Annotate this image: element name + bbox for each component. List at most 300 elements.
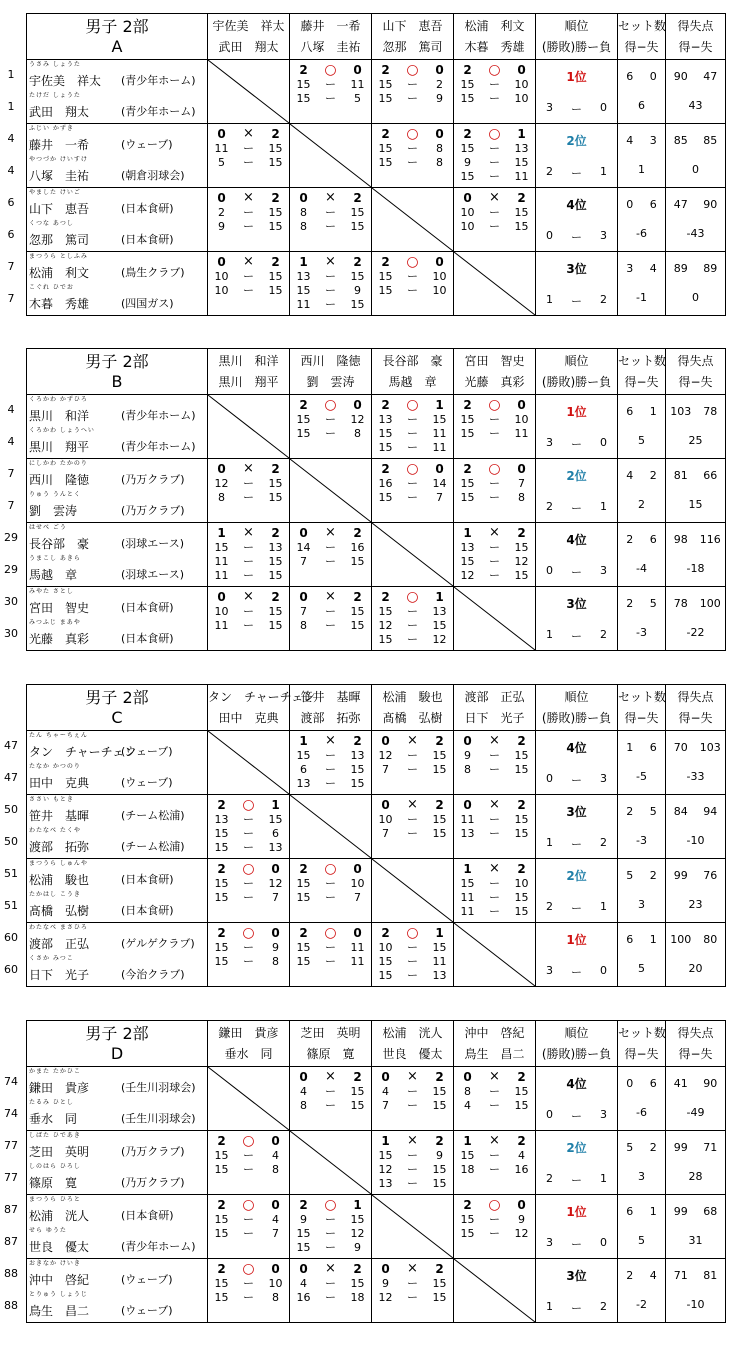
- set-score-dash: ー: [243, 841, 254, 854]
- set-score-own: 16: [296, 1291, 311, 1304]
- win-mark: ○: [406, 62, 419, 78]
- set-score-dash: ー: [243, 955, 254, 968]
- set-score-dash: ー: [489, 1213, 500, 1226]
- set-score: [290, 891, 371, 905]
- set-score-opp: 11: [350, 78, 365, 91]
- set-score-opp: 13: [432, 605, 447, 618]
- set-score-dash: ー: [325, 605, 336, 618]
- win-loss-dash: ー: [571, 502, 582, 515]
- set-score-own: 10: [460, 220, 475, 233]
- match-cell: [372, 731, 454, 795]
- points-diff: -43: [686, 227, 705, 240]
- rank-cell: [536, 459, 618, 523]
- set-score-own: 15: [378, 427, 393, 440]
- sets-diff: 3: [638, 1170, 645, 1183]
- rank-value: 1位: [566, 933, 587, 947]
- points-won: 100: [670, 933, 692, 946]
- match-result: [372, 925, 453, 941]
- loss-mark: ×: [407, 1261, 418, 1276]
- seed-number: 29: [4, 531, 18, 544]
- rank-cell: [536, 1131, 618, 1195]
- set-score-own: 8: [464, 763, 471, 776]
- set-score-opp: 15: [268, 605, 283, 618]
- set-score-opp: 15: [514, 905, 529, 918]
- self-cell: [208, 395, 290, 459]
- match-cell: [372, 124, 454, 188]
- rank-value: 2位: [566, 469, 587, 483]
- player-2-furigana: くさか みつこ: [29, 955, 74, 962]
- set-score-dash: ー: [325, 941, 336, 954]
- set-score-opp: 8: [436, 156, 443, 169]
- set-score-opp: 13: [268, 841, 283, 854]
- opponent-name-2: 渡部 拓弥: [300, 710, 361, 725]
- games-lost: 0: [517, 462, 526, 476]
- rank-cell: [536, 1195, 618, 1259]
- diagonal-line: [372, 1195, 453, 1258]
- player-1-furigana: くろかわ かずひろ: [29, 396, 88, 403]
- sets-won: 5: [626, 1141, 634, 1154]
- set-score-opp: 15: [432, 749, 447, 762]
- set-score-dash: ー: [407, 955, 418, 968]
- rank-cell: [536, 587, 618, 651]
- set-score-opp: 15: [350, 298, 365, 311]
- diagonal-line: [208, 1067, 289, 1130]
- set-score-opp: 12: [350, 413, 365, 426]
- set-score-dash: ー: [325, 206, 336, 219]
- losses: 3: [600, 229, 607, 242]
- set-score-own: 12: [214, 477, 229, 490]
- set-score-dash: ー: [407, 1163, 418, 1176]
- set-score-dash: ー: [407, 142, 418, 155]
- player-1-club: (ウェーブ): [121, 745, 173, 758]
- player-row: [27, 795, 726, 859]
- group-letter: B: [111, 371, 123, 391]
- set-score-dash: ー: [325, 619, 336, 632]
- set-score-opp: 13: [432, 969, 447, 982]
- seed-number: 29: [4, 563, 18, 576]
- set-score-dash: ー: [489, 220, 500, 233]
- match-result: [454, 1133, 535, 1149]
- win-loss: [536, 165, 617, 181]
- match-cell: [290, 395, 372, 459]
- set-score: [454, 877, 535, 891]
- set-score-opp: 10: [432, 284, 447, 297]
- player-2-club: (今治クラブ): [121, 968, 185, 981]
- win-loss: [536, 564, 617, 580]
- player-2-club: (朝倉羽球会): [121, 169, 185, 182]
- player-1-name: 松浦 利文: [29, 266, 90, 280]
- player-2-name: 世良 優太: [29, 1240, 90, 1254]
- match-cell: [290, 1195, 372, 1259]
- player-1-furigana: まつうら しゅんや: [29, 860, 88, 867]
- player-1-furigana: たん ちゃーちぇん: [29, 732, 88, 739]
- player-2-name: 垂水 同: [29, 1112, 78, 1126]
- set-score-opp: 15: [268, 156, 283, 169]
- set-score-opp: 13: [268, 541, 283, 554]
- games-lost: 1: [435, 590, 444, 604]
- player-row: [27, 395, 726, 459]
- sets-diff-header-label: 得−失: [624, 374, 659, 389]
- diagonal-line: [372, 859, 453, 922]
- set-score-dash: ー: [243, 827, 254, 840]
- set-score: [208, 941, 289, 955]
- win-mark: ○: [488, 126, 501, 142]
- match-result: [208, 1261, 289, 1277]
- pair-cell: [27, 731, 208, 795]
- set-score-own: 9: [464, 749, 471, 762]
- set-score-own: 6: [300, 763, 307, 776]
- set-score-dash: ー: [243, 1277, 254, 1290]
- opponent-name-2: 武田 翔太: [218, 39, 279, 54]
- pair-cell: [27, 1259, 208, 1323]
- sets-header-label: セット数: [618, 353, 667, 368]
- games-won: 2: [463, 1198, 472, 1212]
- player-2: [27, 1162, 207, 1193]
- sets-won: 4: [626, 469, 634, 482]
- set-score-opp: 8: [272, 1291, 279, 1304]
- match-result: [372, 461, 453, 477]
- sets-won: 2: [626, 805, 634, 818]
- set-score-opp: 11: [432, 427, 447, 440]
- games-lost: 2: [353, 734, 362, 748]
- rank-value: 3位: [566, 597, 587, 611]
- sets-won-lost: [618, 469, 665, 482]
- loss-mark: ×: [489, 1133, 500, 1148]
- set-score-dash: ー: [243, 477, 254, 490]
- sets-won: 6: [626, 405, 634, 418]
- loss-mark: ×: [489, 1069, 500, 1084]
- set-score-dash: ー: [407, 1277, 418, 1290]
- set-score-opp: 15: [514, 763, 529, 776]
- match-cell: [454, 1067, 536, 1131]
- set-score-dash: ー: [325, 541, 336, 554]
- wins: 1: [546, 293, 553, 306]
- set-score-own: 15: [378, 156, 393, 169]
- set-score-own: 11: [460, 813, 475, 826]
- match-cell: [454, 60, 536, 124]
- player-1-name: 宮田 智史: [29, 601, 90, 615]
- points-won-lost: [666, 869, 725, 882]
- games-won: 0: [381, 1070, 390, 1084]
- win-loss-dash: ー: [571, 966, 582, 979]
- seed-number: 50: [4, 835, 18, 848]
- set-score: [454, 92, 535, 106]
- player-2-club: (日本食研): [121, 632, 174, 645]
- seed-number: 6: [7, 196, 15, 209]
- match-cell: [454, 523, 536, 587]
- sets-diff: 5: [638, 962, 645, 975]
- set-score-opp: 7: [518, 477, 525, 490]
- pair-cell: [27, 60, 208, 124]
- points-diff-header-label: 得−失: [678, 39, 713, 54]
- set-score-own: 15: [296, 427, 311, 440]
- set-score-opp: 9: [436, 92, 443, 105]
- set-score-dash: ー: [325, 1227, 336, 1240]
- seed-number: 1: [7, 100, 15, 113]
- games-won: 0: [381, 1262, 390, 1276]
- player-2-club: (壬生川羽球会): [121, 1112, 196, 1125]
- opponent-name-2: 垂水 同: [224, 1046, 273, 1061]
- player-2: [27, 283, 207, 314]
- games-won: 1: [463, 526, 472, 540]
- match-cell: [208, 923, 290, 987]
- opponent-header-3: [372, 1021, 454, 1067]
- points-cell: [666, 1259, 726, 1323]
- set-score-own: 15: [460, 477, 475, 490]
- points-lost: 71: [703, 1141, 718, 1154]
- set-score-dash: ー: [243, 1227, 254, 1240]
- games-won: 2: [381, 63, 390, 77]
- set-score-opp: 12: [268, 877, 283, 890]
- losses: 1: [600, 165, 607, 178]
- diagonal-line: [454, 587, 535, 650]
- match-cell: [290, 523, 372, 587]
- set-score-opp: 9: [354, 1241, 361, 1254]
- set-score: [454, 555, 535, 569]
- set-score: [372, 633, 453, 647]
- points-diff-header-label: 得−失: [678, 374, 713, 389]
- opponent-header-2: [290, 685, 372, 731]
- set-score-dash: ー: [243, 284, 254, 297]
- set-score: [372, 413, 453, 427]
- match-cell: [372, 587, 454, 651]
- set-score: [208, 555, 289, 569]
- games-lost: 0: [517, 1198, 526, 1212]
- sets-lost: 1: [649, 1205, 657, 1218]
- sets-diff: 5: [638, 434, 645, 447]
- loss-mark: ×: [325, 733, 336, 748]
- points-header-label: 得失点: [677, 1025, 714, 1040]
- set-score: [290, 955, 371, 969]
- rank-cell: [536, 395, 618, 459]
- set-score-own: 4: [300, 1277, 307, 1290]
- match-cell: [290, 1259, 372, 1323]
- points-won: 81: [673, 469, 688, 482]
- opponent-name-2: 世良 優太: [382, 1046, 443, 1061]
- set-score: [454, 170, 535, 184]
- player-1: [27, 795, 207, 826]
- set-score-own: 9: [218, 220, 225, 233]
- set-score-own: 15: [378, 969, 393, 982]
- player-row: [27, 60, 726, 124]
- opponent-header-3: [372, 349, 454, 395]
- set-score-opp: 13: [350, 749, 365, 762]
- player-1: [27, 124, 207, 155]
- set-score-dash: ー: [489, 763, 500, 776]
- sets-header: [618, 685, 666, 731]
- set-score-own: 11: [460, 905, 475, 918]
- opponent-header-1: [208, 1021, 290, 1067]
- set-score-opp: 15: [350, 619, 365, 632]
- points-won: 98: [673, 533, 688, 546]
- set-score: [208, 569, 289, 583]
- points-diff: -33: [686, 770, 705, 783]
- opponent-header-1: [208, 685, 316, 731]
- rank-value: 1位: [566, 405, 587, 419]
- sets-diff: -5: [636, 770, 647, 783]
- match-result: [454, 62, 535, 78]
- match-result: [454, 190, 535, 206]
- seed-number: 74: [4, 1075, 18, 1088]
- set-score-dash: ー: [407, 941, 418, 954]
- set-score-dash: ー: [407, 827, 418, 840]
- set-score-opp: 15: [432, 1177, 447, 1190]
- group-title: 男子 2部: [85, 351, 149, 371]
- points-diff: 23: [688, 898, 703, 911]
- win-loss-header-label: (勝敗)勝ー負: [541, 374, 612, 389]
- set-score-opp: 15: [350, 1085, 365, 1098]
- sets-won: 3: [626, 262, 634, 275]
- diagonal-line: [208, 731, 289, 794]
- set-score-dash: ー: [325, 78, 336, 91]
- set-score: [290, 1291, 371, 1305]
- set-score-opp: 15: [268, 569, 283, 582]
- group-letter: C: [111, 707, 123, 727]
- rank-cell: [536, 923, 618, 987]
- set-score-opp: 8: [518, 491, 525, 504]
- set-score-dash: ー: [489, 541, 500, 554]
- games-won: 2: [381, 590, 390, 604]
- diagonal-line: [290, 795, 371, 858]
- set-score-dash: ー: [325, 284, 336, 297]
- set-score-opp: 15: [268, 491, 283, 504]
- sets-cell: [618, 60, 666, 124]
- set-score-own: 15: [378, 441, 393, 454]
- player-1-furigana: はせべ ごう: [29, 524, 67, 531]
- sets-won: 6: [626, 1205, 634, 1218]
- seed-number: 7: [7, 467, 15, 480]
- diagonal-line: [372, 523, 453, 586]
- opponent-name-1: 鎌田 貴彦: [218, 1025, 279, 1040]
- player-1-name: 宇佐美 祥太: [29, 74, 102, 88]
- set-score: [454, 156, 535, 170]
- sets-cell: [618, 188, 666, 252]
- group-title-cell: [27, 685, 208, 731]
- sets-won: 2: [626, 1269, 634, 1282]
- set-score: [372, 78, 453, 92]
- match-result: [290, 397, 371, 413]
- set-score-opp: 15: [268, 206, 283, 219]
- points-lost: 47: [703, 70, 718, 83]
- set-score-own: 4: [382, 1085, 389, 1098]
- set-score-own: 13: [460, 541, 475, 554]
- loss-mark: ×: [407, 733, 418, 748]
- player-1-name: 沖中 啓紀: [29, 1273, 90, 1287]
- player-1-name: 西川 隆徳: [29, 473, 90, 487]
- games-won: 0: [463, 1070, 472, 1084]
- match-result: [454, 797, 535, 813]
- set-score-opp: 15: [514, 1099, 529, 1112]
- match-cell: [290, 1067, 372, 1131]
- sets-diff-header-label: 得−失: [624, 39, 659, 54]
- set-score: [454, 142, 535, 156]
- self-cell: [290, 124, 372, 188]
- set-score-dash: ー: [325, 1213, 336, 1226]
- set-score-opp: 11: [350, 941, 365, 954]
- points-lost: 90: [703, 198, 718, 211]
- group-title-cell: [27, 349, 208, 395]
- set-score-dash: ー: [243, 891, 254, 904]
- sets-diff: 3: [638, 898, 645, 911]
- set-score-opp: 12: [350, 1227, 365, 1240]
- pair-cell: [27, 459, 208, 523]
- win-loss: [536, 436, 617, 452]
- player-1-furigana: まつうら としふみ: [29, 253, 88, 260]
- sets-cell: [618, 523, 666, 587]
- games-lost: 0: [435, 255, 444, 269]
- player-2-furigana: とりゅう しょうじ: [29, 1291, 88, 1298]
- losses: 3: [600, 1108, 607, 1121]
- set-score-opp: 9: [272, 941, 279, 954]
- sets-won-lost: [618, 597, 665, 610]
- set-score: [208, 1213, 289, 1227]
- games-lost: 2: [271, 127, 280, 141]
- player-1: [27, 1067, 207, 1098]
- sets-won: 5: [626, 869, 634, 882]
- sets-lost: 1: [649, 933, 657, 946]
- player-1-club: (青少年ホーム): [121, 74, 196, 87]
- set-score: [208, 541, 289, 555]
- player-2: [27, 890, 207, 921]
- set-score-opp: 9: [354, 284, 361, 297]
- sets-header: [618, 14, 666, 60]
- games-won: 2: [299, 1198, 308, 1212]
- player-1-furigana: まつうら ひろと: [29, 1196, 81, 1203]
- pair-cell: [27, 395, 208, 459]
- set-score-opp: 15: [432, 1099, 447, 1112]
- loss-mark: ×: [325, 589, 336, 604]
- set-score-dash: ー: [407, 1177, 418, 1190]
- rank-value: 4位: [566, 1077, 587, 1091]
- set-score-opp: 12: [514, 555, 529, 568]
- loss-mark: ×: [325, 1261, 336, 1276]
- seed-number: 30: [4, 627, 18, 640]
- player-2-name: 八塚 圭祐: [29, 169, 90, 183]
- match-result: [454, 461, 535, 477]
- points-won-lost: [666, 533, 725, 546]
- games-won: 2: [299, 862, 308, 876]
- set-score-opp: 10: [514, 92, 529, 105]
- set-score: [454, 905, 535, 919]
- points-won: 41: [673, 1077, 688, 1090]
- set-score-opp: 15: [514, 749, 529, 762]
- points-cell: [666, 731, 726, 795]
- match-cell: [372, 1131, 454, 1195]
- player-2: [27, 1098, 207, 1129]
- points-header-label: 得失点: [677, 353, 714, 368]
- set-score-dash: ー: [489, 170, 500, 183]
- sets-won: 1: [626, 741, 634, 754]
- opponent-name-1: 山下 恵吾: [382, 18, 443, 33]
- set-score-own: 10: [214, 284, 229, 297]
- losses: 3: [600, 564, 607, 577]
- opponent-name-2: 馬越 章: [388, 374, 437, 389]
- match-cell: [454, 395, 536, 459]
- set-score: [208, 1277, 289, 1291]
- points-diff: 31: [688, 1234, 703, 1247]
- player-1-furigana: うさみ しょうた: [29, 61, 81, 68]
- set-score-opp: 11: [514, 427, 529, 440]
- set-score-own: 9: [464, 156, 471, 169]
- set-score-own: 13: [214, 813, 229, 826]
- sets-won: 0: [626, 198, 634, 211]
- set-score-dash: ー: [407, 763, 418, 776]
- sets-lost: 2: [649, 869, 657, 882]
- opponent-name-2: 日下 光子: [464, 710, 525, 725]
- set-score-opp: 7: [272, 891, 279, 904]
- set-score-own: 4: [300, 1085, 307, 1098]
- games-lost: 2: [353, 191, 362, 205]
